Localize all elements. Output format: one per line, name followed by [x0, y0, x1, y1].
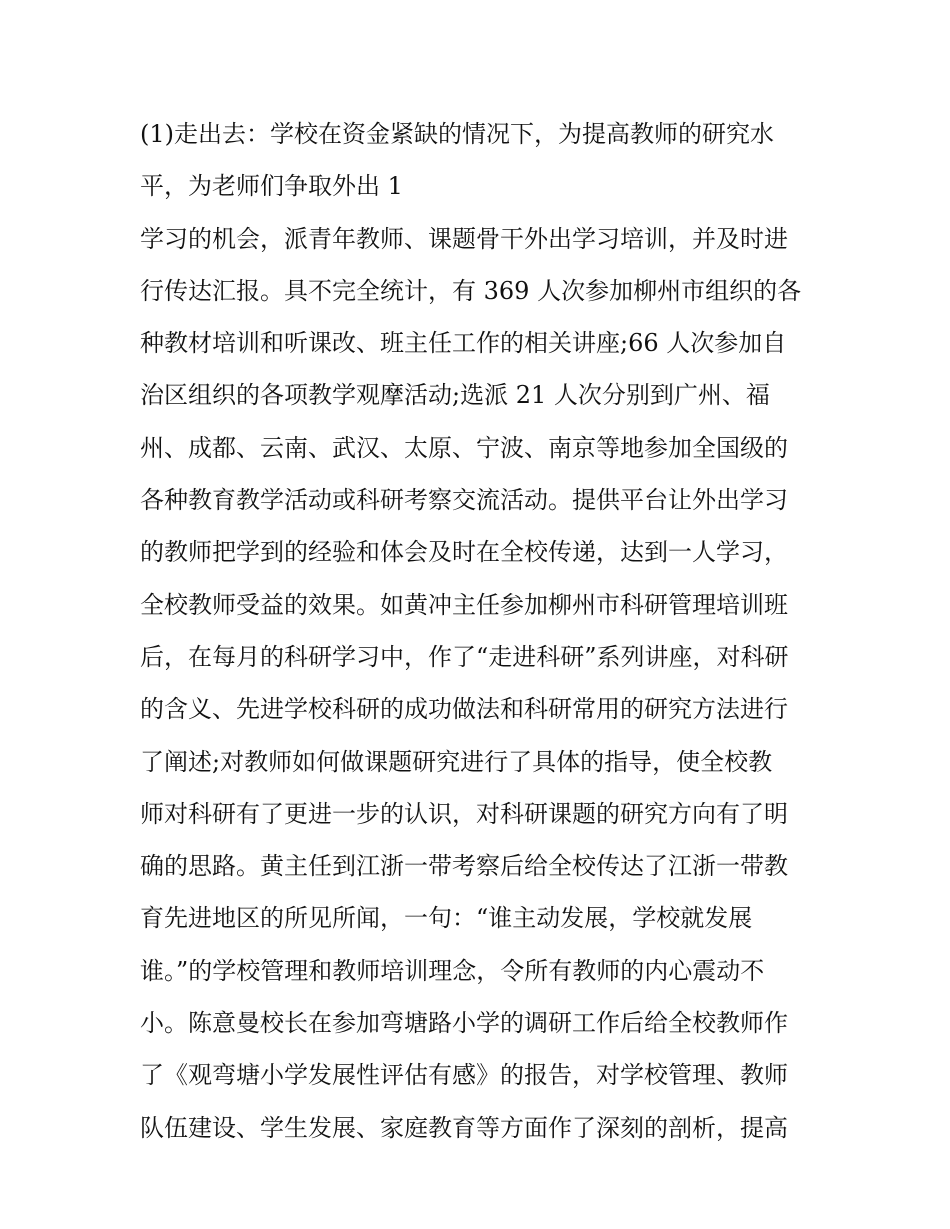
text-line: 州、成都、云南、武汉、太原、宁波、南京等地参加全国级的	[140, 433, 788, 462]
text-line: 平，为老师们争取外出 1	[140, 172, 403, 201]
text-line: 后，在每月的科研学习中，作了“走进科研”系列讲座，对科研	[140, 642, 789, 671]
text-line: 小。陈意曼校长在参加弯塘路小学的调研工作后给全校教师作	[140, 1009, 788, 1038]
text-line: 种教材培训和听课改、班主任工作的相关讲座;66 人次参加自	[140, 329, 787, 358]
text-line: 学习的机会，派青年教师、课题骨干外出学习培训，并及时进	[140, 224, 788, 253]
text-line: 谁。”的学校管理和教师培训理念，令所有教师的内心震动不	[140, 956, 765, 985]
text-line: 育先进地区的所见所闻，一句：“谁主动发展，学校就发展	[140, 904, 753, 933]
text-line: 确的思路。黄主任到江浙一带考察后给全校传达了江浙一带教	[140, 852, 788, 881]
text-line: 行传达汇报。具不完全统计，有 369 人次参加柳州市组织的各	[140, 276, 802, 305]
text-line: 的含义、先进学校科研的成功做法和科研常用的研究方法进行	[140, 695, 788, 724]
text-line: 各种教育教学活动或科研考察交流活动。提供平台让外出学习	[140, 486, 788, 515]
text-line: 队伍建设、学生发展、家庭教育等方面作了深刻的剖析，提高	[140, 1113, 788, 1142]
text-line: 治区组织的各项教学观摩活动;选派 21 人次分别到广州、福	[140, 381, 770, 410]
text-line: 全校教师受益的效果。如黄冲主任参加柳州市科研管理培训班	[140, 590, 788, 619]
text-line: 了《观弯塘小学发展性评估有感》的报告，对学校管理、教师	[140, 1061, 788, 1090]
text-line: (1)走出去：学校在资金紧缺的情况下，为提高教师的研究水	[140, 120, 774, 148]
text-line: 师对科研有了更进一步的认识，对科研课题的研究方向有了明	[140, 799, 788, 828]
text-line: 的教师把学到的经验和体会及时在全校传递，达到一人学习，	[140, 538, 788, 567]
text-line: 了阐述;对教师如何做课题研究进行了具体的指导，使全校教	[140, 747, 773, 776]
body-text	[140, 108, 830, 1154]
